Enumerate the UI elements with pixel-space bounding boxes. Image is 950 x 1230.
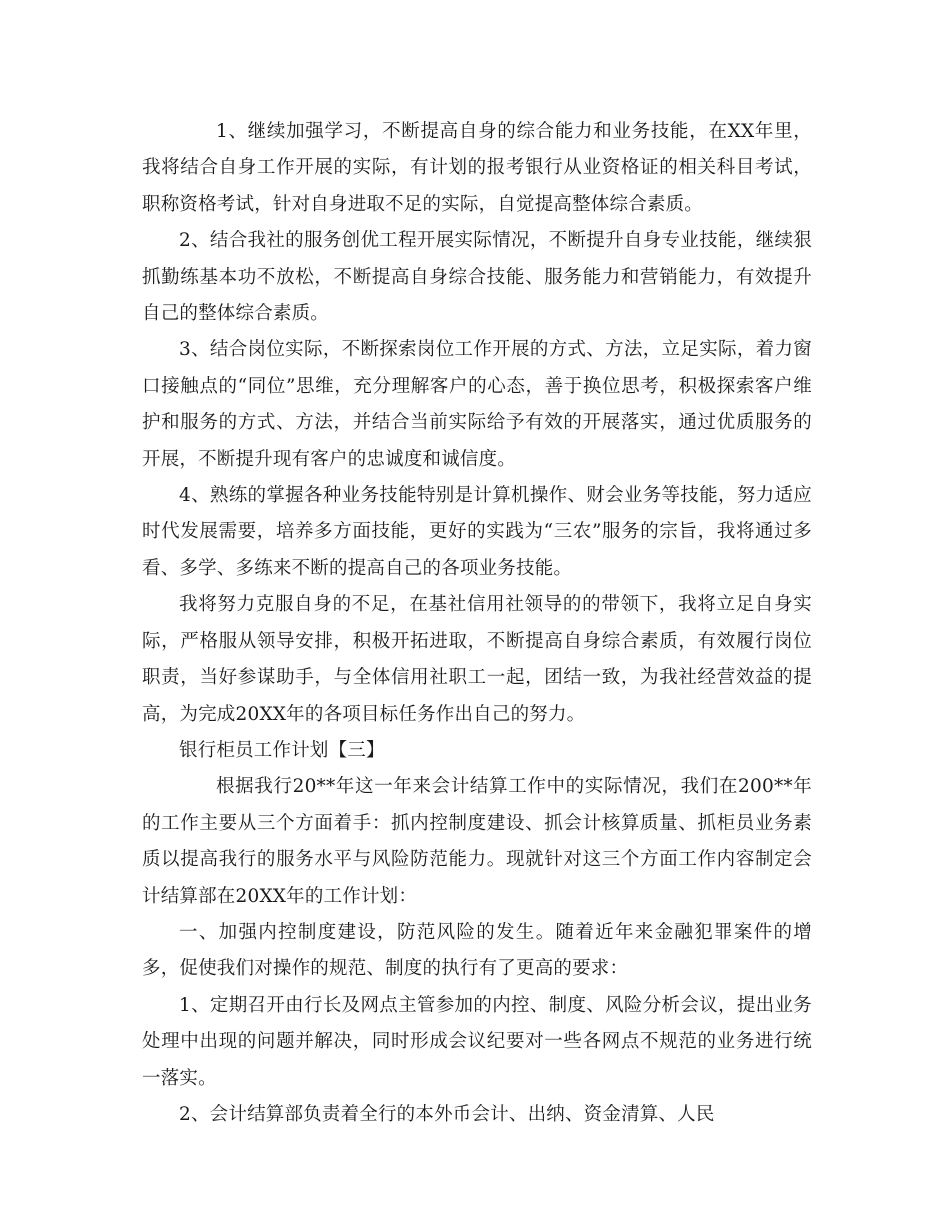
paragraph-4: 4、熟练的掌握各种业务技能特别是计算机操作、财会业务等技能，努力适应时代发展需要，培养多方面技能，更好的实践为“三农”服务的宗旨，我将通过多看、多学、多练来不断的提高自己的各项业务技能。 xyxy=(142,485,812,579)
paragraph-3: 3、结合岗位实际，不断探索岗位工作开展的方式、方法，立足实际，着力窗口接触点的“同位”思维，充分理解客户的心态，善于换位思考，积极探索客户维护和服务的方式、方法，并结合当前实际给予有效的开展落实，通过优质服务的开展，不断提升现有客户的忠诚度和诚信度。 xyxy=(142,339,812,470)
paragraph-2: 2、结合我社的服务创优工程开展实际情况，不断提升自身专业技能，继续狠抓勤练基本功不放松，不断提高自身综合技能、服务能力和营销能力，有效提升自己的整体综合素质。 xyxy=(142,230,812,325)
document-page xyxy=(142,114,812,1133)
paragraph-7: 根据我行20**年这一年来会计结算工作中的实际情况，我们在200**年的工作主要从三个方面着手：抓内控制度建设、抓会计核算质量、抓柜员业务素质以提高我行的服务水平与风险防范能力。现就针对这三个方面工作内容制定会计结算部在20XX年的工作计划： xyxy=(142,776,812,907)
paragraph-9: 1、定期召开由行长及网点主管参加的内控、制度、风险分析会议，提出业务处理中出现的问题并解决，同时形成会议纪要对一些各网点不规范的业务进行统一落实。 xyxy=(142,994,812,1089)
paragraph-8: 一、加强内控制度建设，防范风险的发生。随着近年来金融犯罪案件的增多，促使我们对操作的规范、制度的执行有了更高的要求： xyxy=(142,921,812,980)
paragraph-5: 我将努力克服自身的不足，在基社信用社领导的的带领下，我将立足自身实际，严格服从领导安排，积极开拓进取，不断提高自身综合素质，有效履行岗位职责，当好参谋助手，与全体信用社职工一起，团结一致，为我社经营效益的提高，为完成20XX年的各项目标任务作出自己的努力。 xyxy=(142,594,812,725)
paragraph-10: 2、会计结算部负责着全行的本外币会计、出纳、资金清算、人民 xyxy=(179,1103,715,1125)
section-heading: 银行柜员工作计划【三】 xyxy=(179,739,385,761)
paragraph-1: 1、继续加强学习，不断提高自身的综合能力和业务技能，在XX年里，我将结合自身工作开展的实际，有计划的报考银行从业资格证的相关科目考试，职称资格考试，针对自身进取不足的实际，自觉提高整体综合素质。 xyxy=(142,121,812,215)
